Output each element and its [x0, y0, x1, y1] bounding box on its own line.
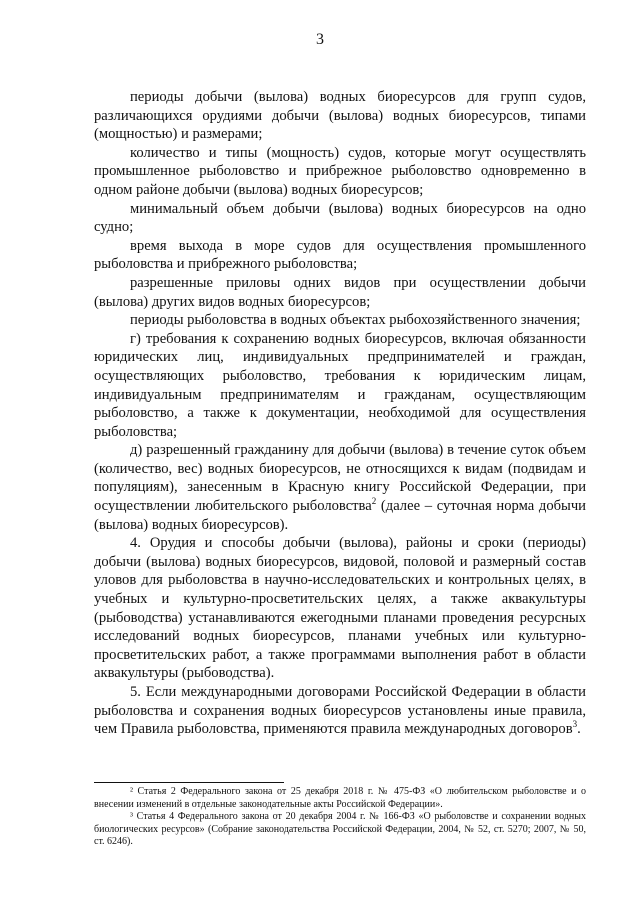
- footnote-ref-2: 2: [371, 496, 377, 507]
- paragraph: периоды рыболовства в водных объектах рыбохозяйственного значения;: [130, 312, 581, 329]
- paragraph-d-tail: (далее – суточная норма добычи (вылова) водных биоресурсов).: [94, 498, 586, 533]
- paragraph: разрешенные приловы одних видов при осуществлении добычи (вылова) других видов водных биоресурсов;: [94, 274, 586, 310]
- page-number: 3: [316, 31, 324, 48]
- footnotes: [94, 786, 586, 849]
- paragraph: 4. Орудия и способы добычи (вылова), районы и сроки (периоды) добычи (вылова) водных биоресурсов, видовой, половой и размерный состав уловов для рыболовства в научно-исследовательских и контрольных целях, в учебных и культурно-просветительских целях, а также аквакультуры (рыбоводства) устанавливаются ежегодными планами проведения ресурсных исследований водных биоресурсов, планами учебных или культурно-просветительских работ, а также программами выполнения работ в области аквакультуры (рыбоводства).: [94, 535, 586, 682]
- footnote-2: ² Статья 2 Федерального закона от 25 декабря 2018 г. № 475-ФЗ «О любительском рыболовстве и о внесении изменений в отдельные законодательные акты Российской Федерации».: [94, 786, 586, 810]
- paragraph-5-text: 5. Если международными договорами Российской Федерации в области рыболовства и сохранения водных биоресурсов установлены иные правила, чем Правила рыболовства, применяются правила международных договоров: [94, 684, 586, 738]
- paragraph: периоды добычи (вылова) водных биоресурсов для групп судов, различающихся орудиями добычи (вылова) водных биоресурсов, типами (мощностью) и размерами;: [94, 89, 586, 143]
- paragraph-5-tail: .: [577, 721, 581, 738]
- paragraph-d-text: д) разрешенный гражданину для добычи (вылова) в течение суток объем (количество, вес) водных биоресурсов, не относящихся к видам (подвидам и популяциям), занесенным в Красную книгу Российской Федерации, при осуществлении любительского рыболовства: [94, 442, 586, 515]
- footnote-3: ³ Статья 4 Федерального закона от 20 декабря 2004 г. № 166-ФЗ «О рыболовстве и сохранении водных биологических ресурсов» (Собрание законодательства Российской Федерации, 2004, № 52, ст. 5270; 2007, № 50, ст. 6246).: [94, 811, 586, 847]
- document-body: [94, 88, 586, 739]
- paragraph: г) требования к сохранению водных биоресурсов, включая обязанности юридических лиц, индивидуальных предпринимателей и граждан, осуществляющих рыболовство, требования к юридическим лицам, индивидуальным предпринимателям и гражданам, осуществляющим рыболовство, а также к документации, необходимой для осуществления рыболовства;: [94, 330, 586, 440]
- paragraph-5: [94, 683, 586, 739]
- footnote-divider: [94, 782, 284, 783]
- paragraph: количество и типы (мощность) судов, которые могут осуществлять промышленное рыболовство и прибрежное рыболовство одновременно в одном районе добычи (вылова) водных биоресурсов;: [94, 144, 586, 198]
- paragraph: минимальный объем добычи (вылова) водных биоресурсов на одно судно;: [94, 200, 586, 236]
- paragraph: время выхода в море судов для осуществления промышленного рыболовства и прибрежного рыболовства;: [94, 237, 586, 273]
- footnote-ref-3: 3: [572, 719, 578, 730]
- paragraph-d: [94, 441, 586, 534]
